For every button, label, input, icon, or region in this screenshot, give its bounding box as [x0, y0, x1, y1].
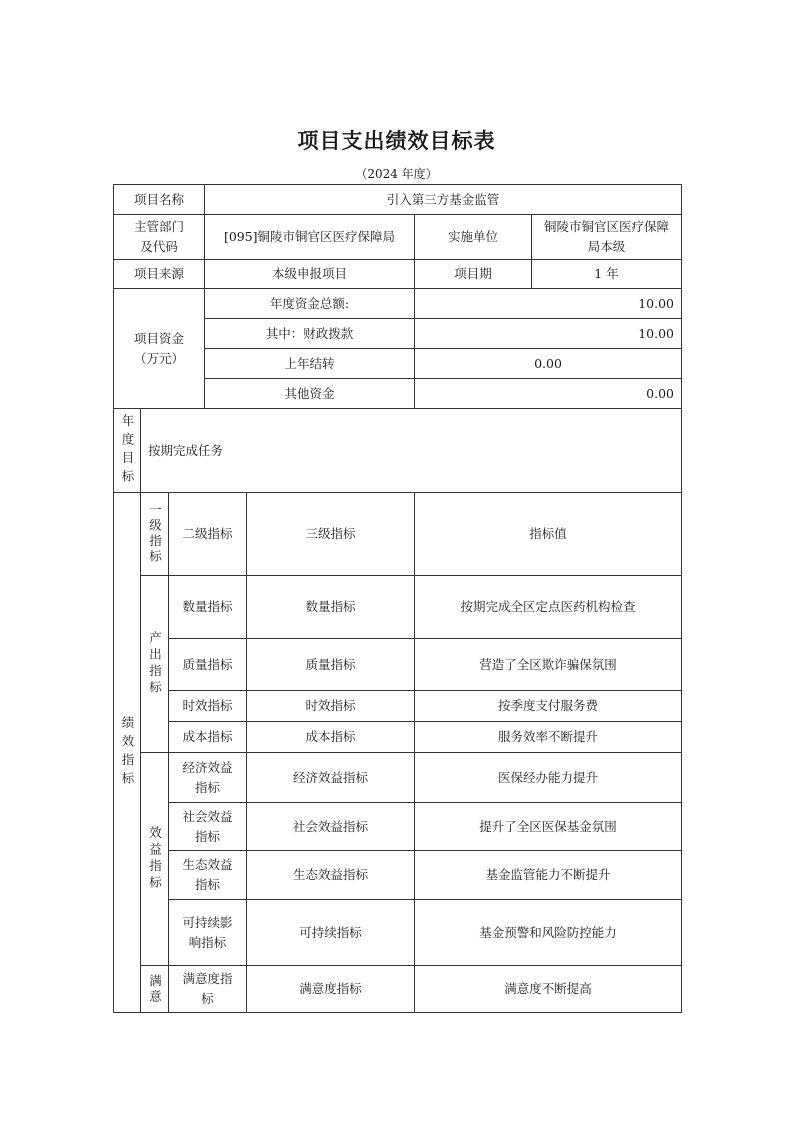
indicators-label: 绩效指标: [114, 493, 141, 1013]
funds-label: 项目资金（万元）: [114, 289, 205, 409]
output-level2: 时效指标: [169, 691, 247, 722]
satisfaction-level3: 满意度指标: [247, 966, 415, 1013]
benefit-level2: 社会效益指标: [169, 803, 247, 851]
output-label: 产出指标: [141, 576, 169, 753]
performance-table: [113, 184, 682, 1013]
funds-fiscal-value: 10.00: [415, 319, 682, 349]
benefit-level3: 生态效益指标: [247, 851, 415, 900]
project-name-value: 引入第三方基金监管: [205, 185, 682, 215]
benefit-level3: 经济效益指标: [247, 753, 415, 803]
benefit-level2: 可持续影响指标: [169, 900, 247, 966]
funds-carryover-value: 0.00: [415, 349, 682, 379]
funds-other-label: 其他资金: [205, 379, 415, 409]
annual-goal-text: 按期完成任务: [141, 409, 682, 493]
benefit-value: 基金预警和风险防控能力: [415, 900, 682, 966]
dept-value: [095]铜陵市铜官区医疗保障局: [205, 215, 415, 260]
source-label: 项目来源: [114, 260, 205, 289]
output-level2: 数量指标: [169, 576, 247, 639]
output-value: 服务效率不断提升: [415, 722, 682, 753]
output-value: 按期完成全区定点医药机构检查: [415, 576, 682, 639]
benefit-level3: 社会效益指标: [247, 803, 415, 851]
page-title: 项目支出绩效目标表: [297, 129, 496, 153]
output-value: 按季度支付服务费: [415, 691, 682, 722]
source-value: 本级申报项目: [205, 260, 415, 289]
dept-label: 主管部门及代码: [114, 215, 205, 260]
header-value: 指标值: [415, 493, 682, 576]
period-label: 项目期: [415, 260, 532, 289]
funds-fiscal-label: 其中：财政拨款: [205, 319, 415, 349]
header-level1: 一级指标: [141, 493, 169, 576]
funds-total-value: 10.00: [415, 289, 682, 319]
header-level3: 三级指标: [247, 493, 415, 576]
output-value: 营造了全区欺诈骗保氛围: [415, 639, 682, 691]
benefit-level2: 生态效益指标: [169, 851, 247, 900]
period-value: 1 年: [532, 260, 682, 289]
year-label: （2024 年度）: [355, 167, 438, 181]
funds-carryover-label: 上年结转: [205, 349, 415, 379]
benefit-level3: 可持续指标: [247, 900, 415, 966]
benefit-value: 提升了全区医保基金氛围: [415, 803, 682, 851]
benefit-level2: 经济效益指标: [169, 753, 247, 803]
benefit-label: 效益指标: [141, 753, 169, 966]
output-level3: 数量指标: [247, 576, 415, 639]
funds-other-value: 0.00: [415, 379, 682, 409]
output-level2: 质量指标: [169, 639, 247, 691]
output-level3: 时效指标: [247, 691, 415, 722]
satisfaction-value: 满意度不断提高: [415, 966, 682, 1013]
satisfaction-label: 满意: [141, 966, 169, 1013]
impl-label: 实施单位: [415, 215, 532, 260]
output-level2: 成本指标: [169, 722, 247, 753]
satisfaction-level2: 满意度指标: [169, 966, 247, 1013]
benefit-value: 医保经办能力提升: [415, 753, 682, 803]
header-level2: 二级指标: [169, 493, 247, 576]
impl-value: 铜陵市铜官区医疗保障局本级: [532, 215, 682, 260]
funds-total-label: 年度资金总额:: [205, 289, 415, 319]
benefit-value: 基金监管能力不断提升: [415, 851, 682, 900]
output-level3: 质量指标: [247, 639, 415, 691]
output-level3: 成本指标: [247, 722, 415, 753]
project-name-label: 项目名称: [114, 185, 205, 215]
annual-goal-label: 年度目标: [114, 409, 141, 493]
